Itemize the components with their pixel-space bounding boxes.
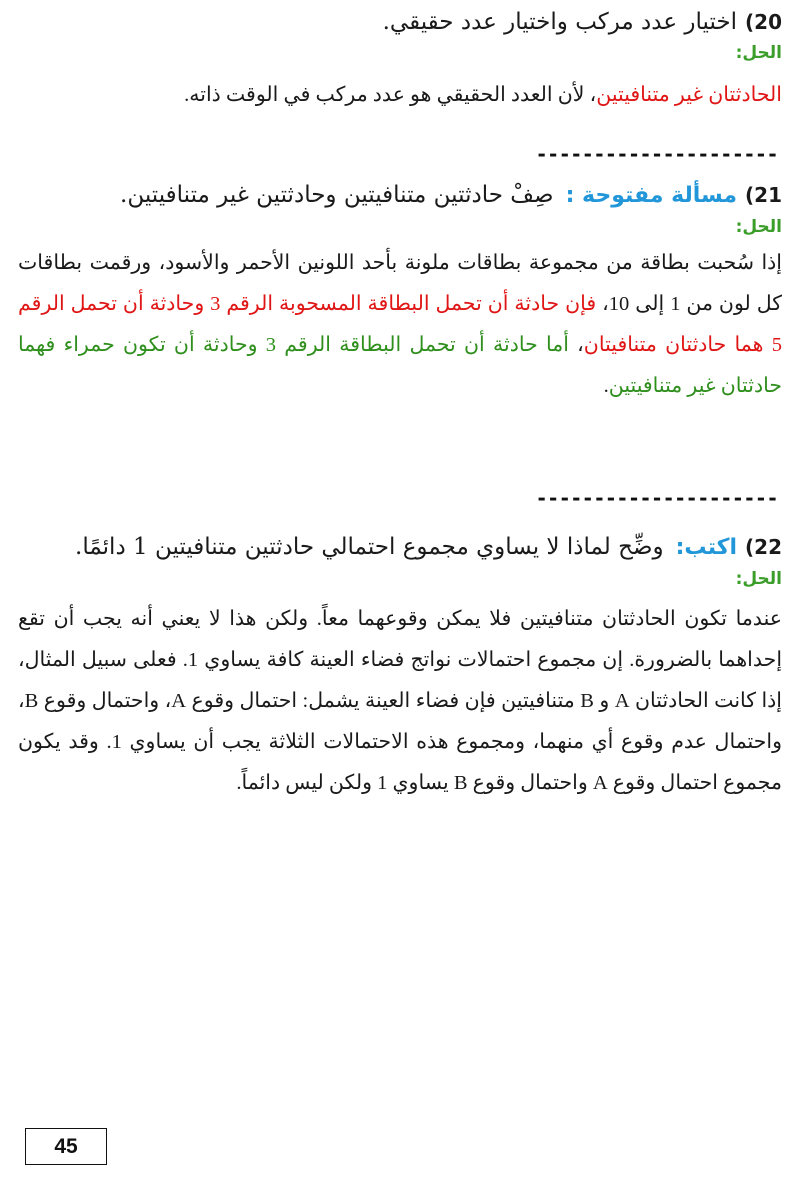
answer-highlight-red: الحادثتان غير متنافيتين xyxy=(596,84,782,106)
question-number: 22) xyxy=(745,535,782,559)
question-22-line xyxy=(18,530,782,565)
question-20 xyxy=(18,5,782,116)
question-text: وضِّح لماذا لا يساوي مجموع احتمالي حادثتين متنافيتين 1 دائمًا. xyxy=(75,534,664,560)
answer-separator: ، xyxy=(568,334,584,356)
question-20-line xyxy=(18,5,782,39)
question-21-line xyxy=(18,178,782,213)
solution-label: الحل: xyxy=(735,43,782,63)
question-text: اختيار عدد مركب واختيار عدد حقيقي. xyxy=(382,9,738,35)
solution-label: الحل: xyxy=(735,217,782,237)
question-number: 21) xyxy=(745,183,782,207)
write-tag: اكتب: xyxy=(675,535,738,560)
question-22 xyxy=(18,530,782,804)
solution-text xyxy=(18,75,782,116)
answer-intro: إذا سُحبت بطاقة من مجموعة بطاقات ملونة بأحد اللونين الأحمر والأسود، ورقمت بطاقات كل لون من 1 إلى 10، xyxy=(18,252,783,315)
answer-rest: ، لأن العدد الحقيقي هو عدد مركب في الوقت ذاته. xyxy=(184,84,597,106)
page-number: 45 xyxy=(25,1128,107,1165)
answer-end: . xyxy=(603,375,609,397)
question-number: 20) xyxy=(745,10,782,34)
open-problem-tag: مسألة مفتوحة : xyxy=(565,183,738,208)
divider: --------------------- xyxy=(535,486,778,510)
question-text: صِفْ حادثتين متنافيتين وحادثتين غير متنافيتين. xyxy=(120,182,554,208)
solution-text xyxy=(18,243,782,407)
solution-label: الحل: xyxy=(735,569,782,589)
answer-highlight-red: فإن حادثة أن تحمل البطاقة المسحوبة الرقم 3 وحادثة أن تحمل الرقم 5 هما حادثتان متنافيتان xyxy=(18,293,782,356)
question-21 xyxy=(18,178,782,407)
solution-text: عندما تكون الحادثتان متنافيتين فلا يمكن وقوعهما معاً. ولكن هذا لا يعني أنه يجب أن تقع إحداهما بالضرورة. إن مجموع احتمالات نواتج فضاء العينة كافة يساوي 1. فعلى سبيل المثال، إذا كانت الحادثتان A و B متنافيتين فإن فضاء العينة يشمل: احتمال وقوع A، واحتمال وقوع B، واحتمال عدم وقوع أي منهما، ومجموع هذه الاحتمالات الثلاثة يجب أن يساوي 1. وقد يكون مجموع احتمال وقوع A واحتمال وقوع B يساوي 1 ولكن ليس دائماً. xyxy=(18,608,783,794)
answer-highlight-green: أما حادثة أن تحمل البطاقة الرقم 3 وحادثة أن تكون حمراء فهما حادثتان غير متنافيتين xyxy=(18,334,782,397)
divider: --------------------- xyxy=(535,142,778,166)
